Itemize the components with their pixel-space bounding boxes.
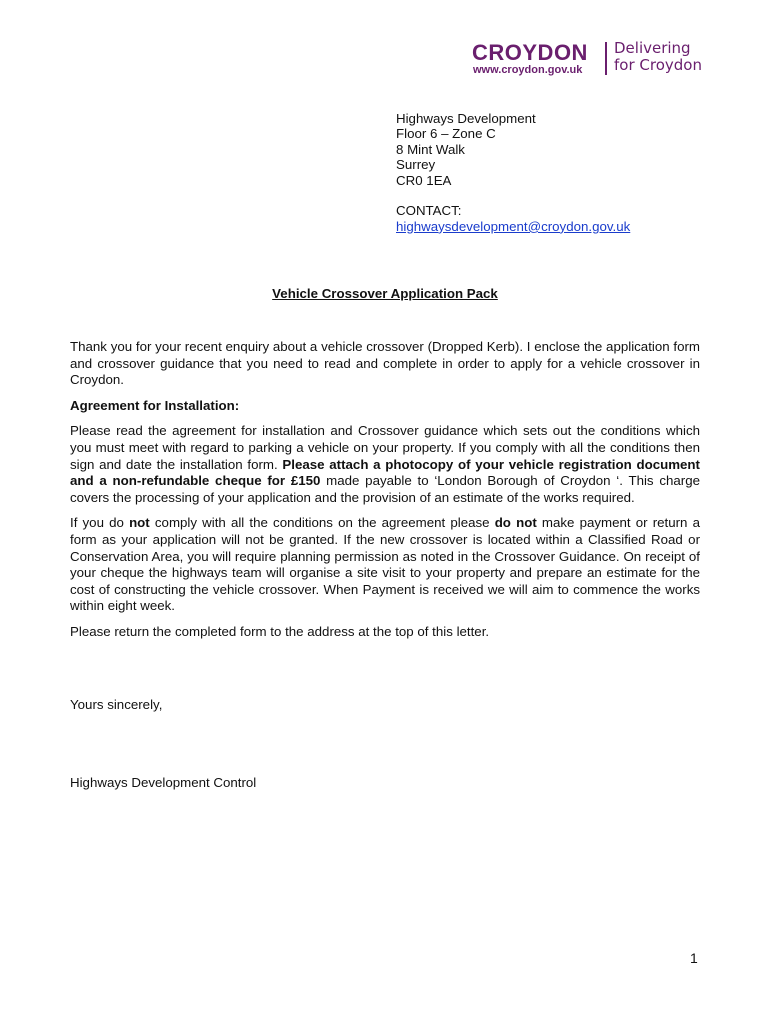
- logo-divider: [605, 42, 607, 75]
- conditions-paragraph: [70, 515, 700, 615]
- logo-url: www.croydon.gov.uk: [473, 64, 583, 76]
- logo-tagline: [614, 40, 702, 74]
- address-line: Highways Development: [396, 111, 536, 126]
- agreement-paragraph: [70, 423, 700, 506]
- closing: Yours sincerely,: [70, 697, 163, 712]
- agreement-heading: Agreement for Installation:: [70, 397, 240, 413]
- signature: Highways Development Control: [70, 775, 257, 790]
- contact-label: CONTACT:: [396, 203, 462, 219]
- text: Please read the agreement for installation and Crossover guidance which sets out the conditions which you must meet with regard to parking a vehicle on your property. If you comply with all the conditions then sign and date the installation form.: [70, 423, 700, 472]
- bold-text: Please attach a photocopy of your vehicle registration document and a non-refundable cheque for £150: [70, 456, 700, 489]
- address-line: Surrey: [396, 157, 436, 173]
- letter-body: [70, 339, 700, 650]
- logo-brand: CROYDON: [472, 40, 588, 65]
- contact-email-link[interactable]: highwaysdevelopment@croydon.gov.uk: [396, 218, 631, 234]
- bold-text: do not: [494, 515, 537, 531]
- return-paragraph: Please return the completed form to the address at the top of this letter.: [70, 623, 490, 639]
- text: comply with all the conditions on the agreement please: [149, 515, 495, 531]
- text: make payment or return a form as your application will not be granted. If the new crossover is located within a Classified Road or Conservation Area, you will require planning permission as noted in the Crossover Guidance. On receipt of your cheque the highways team will organise a site visit to your property and prepare an estimate for the cost of constructing the vehicle crossover. When Payment is received we will aim to commence the works within eight week.: [70, 515, 700, 614]
- address-line: Floor 6 – Zone C: [396, 126, 496, 142]
- text: If you do: [70, 515, 130, 531]
- text: made payable to ‘London Borough of Croydon ‘. This charge covers the processing of your application and the provision of an estimate of the works required.: [70, 473, 700, 505]
- tagline-line-1: Delivering: [614, 39, 691, 57]
- intro-paragraph: Thank you for your recent enquiry about a vehicle crossover (Dropped Kerb). I enclose the application form and crossover guidance that you need to read and complete in order to apply for a vehicle crossover in Croydon.: [70, 339, 700, 388]
- address-line: 8 Mint Walk: [396, 141, 465, 157]
- page-number: 1: [690, 950, 698, 966]
- croydon-logo: [472, 40, 704, 82]
- address-line: CR0 1EA: [396, 172, 452, 188]
- tagline-line-2: for Croydon: [614, 56, 702, 74]
- bold-text: not: [129, 515, 150, 531]
- sender-address: [396, 111, 630, 234]
- document-title: Vehicle Crossover Application Pack: [272, 286, 498, 301]
